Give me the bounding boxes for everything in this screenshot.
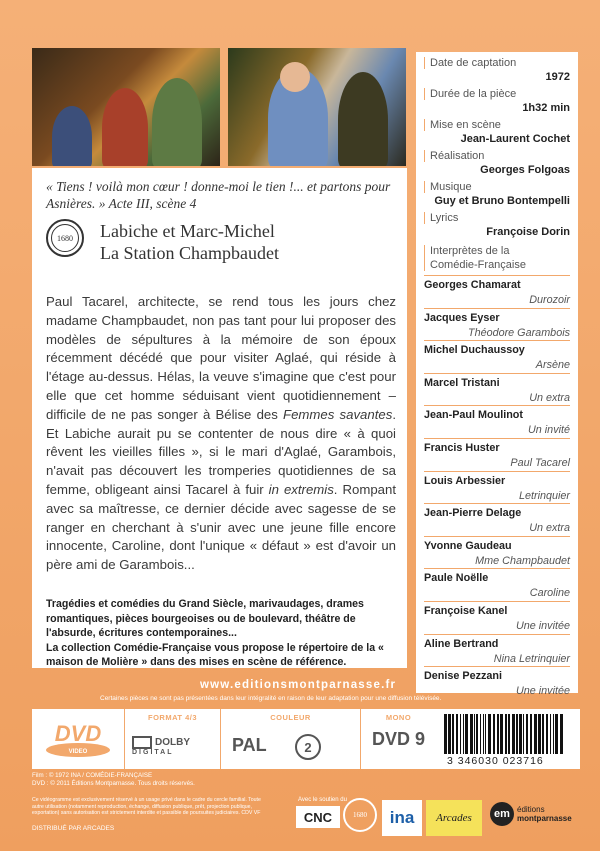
actor-role: Un extra (529, 522, 570, 535)
cast-member (424, 376, 570, 406)
cast-label: Interprètes de la Comédie-Française (424, 244, 540, 272)
credit-label: Réalisation (424, 149, 570, 163)
actor-role: Caroline (529, 587, 570, 600)
barcode-bar (560, 714, 563, 754)
cast-divider (424, 568, 570, 569)
barcode-bar (526, 714, 528, 754)
barcode-bar (519, 714, 522, 754)
color-system: PAL (232, 735, 267, 755)
actor-name: Aline Bertrand (424, 637, 499, 650)
barcode-bar (542, 714, 544, 754)
barcode-bar (463, 714, 464, 754)
cast-heading (424, 244, 570, 272)
cast-member (424, 408, 570, 438)
cast-member (424, 278, 570, 308)
cast-member (424, 343, 570, 373)
credit-label: Durée de la pièce (424, 87, 570, 101)
cast-divider (424, 666, 570, 667)
actor-role: Letrinquier (518, 489, 570, 502)
cnc-caption: Avec le soutien du (298, 797, 347, 803)
barcode-bar (476, 714, 478, 754)
cast-member (424, 311, 570, 341)
credit-label: Musique (424, 180, 570, 194)
distributor: DISTRIBUÉ PAR ARCADES (32, 825, 115, 832)
credit-label: Date de captation (424, 56, 570, 70)
synopsis-segment: in extremis (268, 481, 334, 497)
credit-label: Mise en scène (424, 118, 570, 132)
barcode-bar (512, 714, 515, 754)
barcode-bar (538, 714, 541, 754)
credit-item (424, 149, 570, 177)
actor-name: Jean-Paul Moulinot (424, 409, 523, 422)
barcode-bar (555, 714, 558, 754)
barcode-bar (444, 714, 447, 754)
cast-divider (424, 340, 570, 341)
cast-member (424, 474, 570, 504)
dvd-video-logo-icon (40, 716, 116, 760)
barcode-bar (553, 714, 554, 754)
play-title: La Station Champbaudet (100, 243, 279, 263)
actor-role: Paul Tacarel (510, 457, 570, 469)
cast-divider (424, 405, 570, 406)
credit-value: 1h32 min (522, 102, 570, 114)
arcades-logo-icon: Arcades (426, 800, 482, 836)
actor-name: Francis Huster (424, 442, 500, 454)
credit-item (424, 56, 570, 84)
credit-value: Georges Folgoas (480, 164, 570, 176)
barcode-icon (440, 712, 568, 757)
actor-name: Jean-Pierre Delage (424, 507, 522, 520)
barcode-bar (505, 714, 507, 754)
synopsis-segment: . Rompant avec sa maîtresse, ce dernier décide avec sagesse de se ranger en cherchant à s'unir avec une jeune fille encore innocente, Caroline, dont l'unique « défaut » est d'avoir un père ami de Garambois... (46, 481, 396, 573)
comedie-francaise-seal-icon: 1680 (46, 219, 84, 257)
cast-divider (424, 536, 570, 537)
svg-text:VIDEO: VIDEO (68, 749, 88, 755)
barcode-bar (448, 714, 451, 754)
cast-member (424, 441, 570, 471)
authors: Labiche et Marc-Michel (100, 221, 275, 241)
barcode-bar (546, 714, 548, 754)
actor-name: Yvonne Gaudeau (424, 539, 512, 552)
credit-item (424, 87, 570, 115)
stage-photo-left (32, 48, 220, 166)
barcode-number: 3 346030 023716 (447, 755, 544, 767)
comedie-francaise-logo-icon: 1680 (343, 798, 377, 832)
color-cell: COULEUR (220, 709, 360, 769)
actor-role: Théodore Garambois (467, 326, 570, 339)
barcode-bar (500, 714, 503, 754)
actor-role: Une invitée (515, 685, 570, 698)
editions-montparnasse-logo-icon: em éditions montparnasse (490, 802, 572, 826)
barcode-bar (508, 714, 510, 754)
stage-photo-right (228, 48, 406, 166)
actor-name: Marcel Tristani (424, 376, 500, 389)
region-2-icon (294, 733, 322, 761)
synopsis-segment: . Et Labiche aurait pu se contenter de nous dire « à quoi rêvent les vieilles filles », si le mari d'Aglaé, Garambois, n'avait pas découvert les tromperies quotidiennes de sa femme, obligeant ainsi Tacarel à fuir (46, 406, 396, 497)
actor-role: Mme Champbaudet (475, 554, 570, 567)
barcode-bar (497, 714, 499, 754)
actor-name: Georges Chamarat (424, 279, 521, 291)
barcode-bar (493, 714, 495, 754)
barcode-bar (460, 714, 461, 754)
cast-member (424, 604, 570, 634)
barcode-bar (534, 714, 537, 754)
actor-role: Un extra (529, 391, 570, 404)
cast-divider (424, 275, 570, 276)
credit-item (424, 180, 570, 208)
cast-member (424, 539, 570, 569)
barcode-bar (465, 714, 468, 754)
barcode-bar (483, 714, 484, 754)
cast-member (424, 637, 570, 667)
actor-name: Françoise Kanel (424, 605, 508, 617)
barcode-bar (516, 714, 518, 754)
svg-text:DVD: DVD (54, 721, 102, 746)
svg-text:2: 2 (304, 740, 312, 755)
barcode-bar (470, 714, 473, 754)
ina-logo-icon: ina (382, 800, 422, 836)
credit-item (424, 211, 570, 239)
actor-name: Michel Duchaussoy (424, 344, 525, 357)
actor-role: Nina Letrinquier (493, 652, 570, 665)
barcode-bar (452, 714, 454, 754)
cast-divider (424, 308, 570, 309)
barcode-bar (550, 714, 551, 754)
play-heading (100, 220, 279, 264)
cast-divider (424, 471, 570, 472)
actor-role: Durozoir (529, 294, 570, 306)
synopsis-segment: Paul Tacarel, architecte, se rend tous les jours chez madame Champbaudet, non pas tant pour lui proposer des modèles de sépultures à la mémoire de son époux récemment décédé que pour visiter Aglaé, qui réside à l'étage au-dessus. Hélas, la veuve s'imagine que c'est pour elle que cet homme séduisant vient quotidiennement – difficile de ne pas songer à Bélise des (46, 294, 396, 422)
actor-role: Arsène (535, 359, 570, 372)
credit-value: Jean-Laurent Cochet (460, 133, 570, 145)
cast-divider (424, 503, 570, 504)
credit-value: Guy et Bruno Bontempelli (434, 195, 570, 207)
sound-cell: MONO DVD 9 (360, 709, 436, 769)
cnc-logo-icon: CNC (296, 806, 340, 828)
barcode-bar (480, 714, 481, 754)
actor-name: Jacques Eyser (424, 311, 500, 324)
credit-item (424, 118, 570, 146)
copyright: Film : © 1972 INA / COMÉDIE-FRANÇAISE DVD : © 2011 Éditions Montparnasse. Tous droits réservés. (32, 772, 195, 787)
barcode-bar (456, 714, 458, 754)
collection-text: Tragédies et comédies du Grand Siècle, marivaudages, drames romantiques, pièces bourgeoises ou de boulevard, théâtre de l'absurde, écritures contemporaines... La collection Comédie-Française vous propose le répertoire de la « maison de Molière » dans des mises en scène de référence. (46, 598, 384, 668)
barcode-bar (530, 714, 532, 754)
actor-name: Denise Pezzani (424, 670, 503, 683)
credit-label: Lyrics (424, 211, 570, 225)
barcode-bar (474, 714, 475, 754)
actor-name: Paule Noëlle (424, 572, 489, 585)
actor-name: Louis Arbessier (424, 474, 506, 487)
synopsis-segment: Femmes savantes (283, 406, 393, 422)
barcode-bar (488, 714, 491, 754)
publisher-url[interactable]: www.editionsmontparnasse.fr (200, 679, 397, 691)
synopsis-text (46, 293, 396, 575)
cast-member (424, 506, 570, 536)
cast-divider (424, 601, 570, 602)
credit-value: Françoise Dorin (486, 226, 570, 238)
cast-divider (424, 438, 570, 439)
barcode-bar (485, 714, 486, 754)
actor-role: Un invité (527, 424, 570, 437)
cast-divider (424, 634, 570, 635)
legal-notice: Ce vidéogramme est exclusivement réservé à un usage privé dans le cadre du cercle familial. Toute autre utilisation (notamment reproduction, échange, diffusion publique, prêt, projection publique, exportation) sans autorisation est strictement interdite et passible de poursuites judiciaires. CDV VF (32, 797, 261, 816)
actor-role: Une invitée (515, 620, 570, 632)
credit-value: 1972 (545, 71, 570, 83)
cast-divider (424, 373, 570, 374)
cast-member (424, 571, 570, 601)
dolby-digital-logo-icon: DOLBY DIGITAL (132, 737, 190, 756)
play-quote: « Tiens ! voilà mon cœur ! donne-moi le tien !... et partons pour Asnières. » Acte III, scène 4 (46, 179, 391, 211)
format-cell: FORMAT 4/3 (124, 709, 220, 769)
adaptation-disclaimer: Certaines pièces ne sont pas présentées dans leur intégralité en raison de leur adaptation pour une diffusion télévisée. (100, 695, 442, 702)
barcode-bar (523, 714, 524, 754)
